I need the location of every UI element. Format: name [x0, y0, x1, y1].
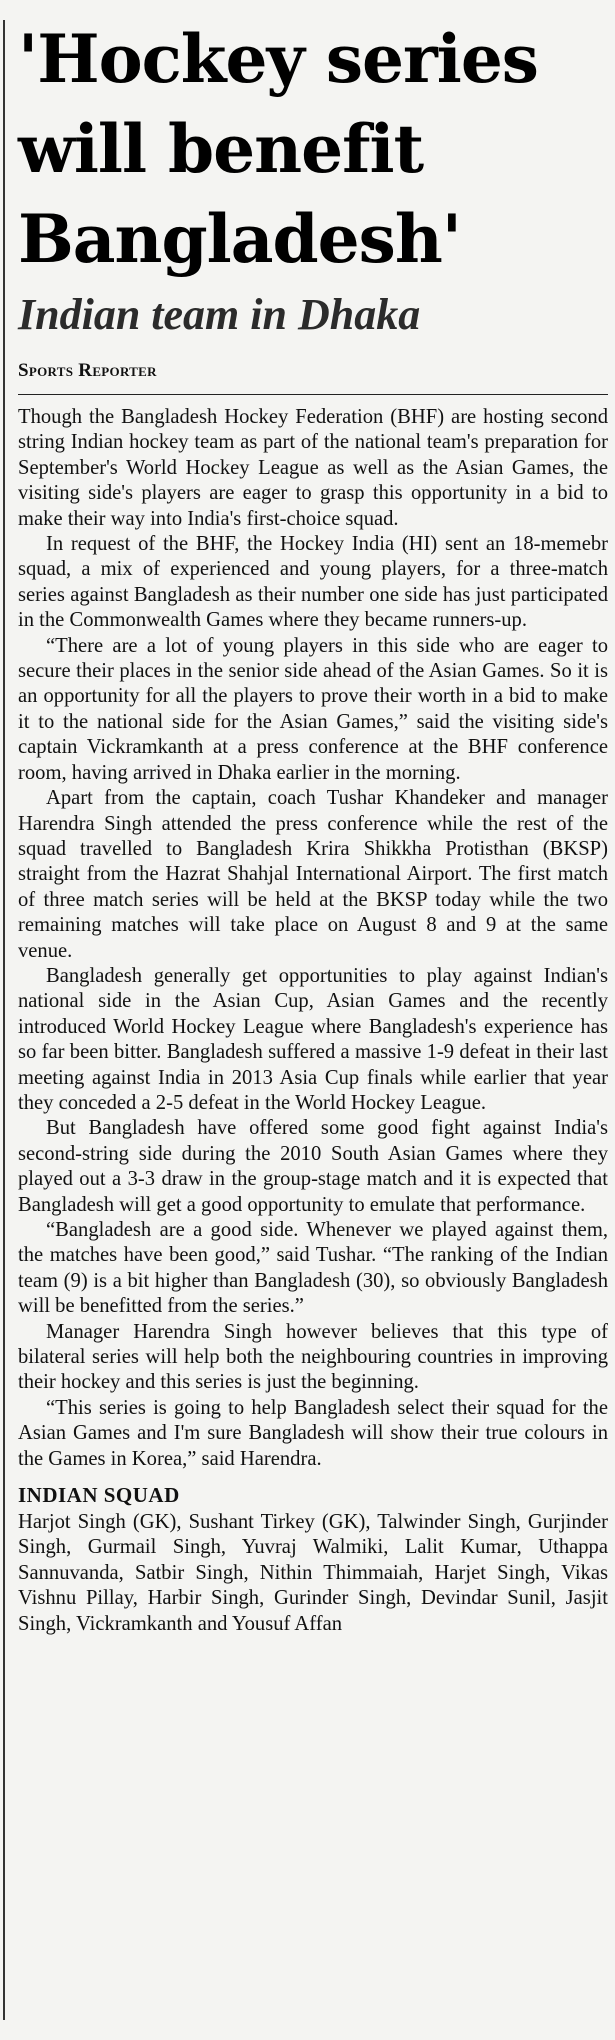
squad-heading: INDIAN SQUAD [18, 1483, 180, 1508]
paragraph: Manager Harendra Singh however believes that this type of bilateral series will help both the neighbouring countries in improving their hockey and this series is just the beginning. [18, 1320, 608, 1394]
paragraph: But Bangladesh have offered some good fight against India's second-string side during the 2010 South Asian Games where they played out a 3-3 draw in the group-stage match and it is expected that Bangladesh will get a good opportunity to emulate that performance. [18, 1117, 608, 1216]
subheadline: Indian team in Dhaka [18, 290, 421, 339]
article-body [18, 405, 608, 1472]
paragraph: “This series is going to help Bangladesh select their squad for the Asian Games and I'm sure Bangladesh will show their true colours in the Games in Korea,” said Harendra. [18, 1396, 608, 1470]
paragraph: Bangladesh generally get opportunities to play against Indian's national side in the Asian Cup, Asian Games and the recently introduced World Hockey League where Bangladesh's experience has so far been bitter. Bangladesh suffered a massive 1-9 defeat in their last meeting against India in 2013 Asia Cup finals while earlier that year they conceded a 2-5 defeat in the World Hockey League. [18, 964, 608, 1114]
paragraph: “Bangladesh are a good side. Whenever we played against them, the matches have been good,” said Tushar. “The ranking of the Indian team (9) is a bit higher than Bangladesh (30), so obviously Bangladesh will be benefitted from the series.” [18, 1219, 608, 1318]
paragraph: Though the Bangladesh Hockey Federation (BHF) are hosting second string Indian hockey team as part of the national team's preparation for September's World Hockey League as well as the Asian Games, the visiting side's players are eager to grasp this opportunity in a bid to make their way into India's first-choice squad. [18, 406, 608, 530]
column-rule [3, 20, 5, 2020]
paragraph: “There are a lot of young players in this side who are eager to secure their places in the senior side ahead of the Asian Games. So it is an opportunity for all the players to prove their worth in a bid to make it to the national side for the Asian Games,” said the visiting side's captain Vickramkanth at a press conference at the BHF conference room, having arrived in Dhaka earlier in the morning. [18, 634, 608, 784]
paragraph: In request of the BHF, the Hockey India (HI) sent an 18-memebr squad, a mix of experienced and young players, for a three-match series against Bangladesh as their number one side has just participated in the Commonwealth Games where they became runners-up. [18, 533, 608, 632]
news-article [18, 0, 608, 2040]
headline: 'Hockey series will benefit Bangladesh' [18, 20, 538, 278]
paragraph: Apart from the captain, coach Tushar Khandeker and manager Harendra Singh attended the press conference while the rest of the squad travelled to Bangladesh Krira Shikkha Protisthan (BKSP) straight from the Hazrat Shahjal International Airport. The first match of three match series will be held at the BKSP today while the two remaining matches will take place on August 8 and 9 at the same venue. [18, 787, 608, 962]
squad-list: Harjot Singh (GK), Sushant Tirkey (GK), Talwinder Singh, Gurjinder Singh, Gurmail Singh, Yuvraj Walmiki, Lalit Kumar, Uthappa Sannuvanda, Satbir Singh, Nithin Thimmaiah, Harjet Singh, Vikas Vishnu Pillay, Harbir Singh, Gurinder Singh, Devindar Sunil, Jasjit Singh, Vickramkanth and Yousuf Affan [18, 1511, 608, 1635]
byline: Sports Reporter [18, 360, 157, 381]
divider [18, 394, 608, 395]
